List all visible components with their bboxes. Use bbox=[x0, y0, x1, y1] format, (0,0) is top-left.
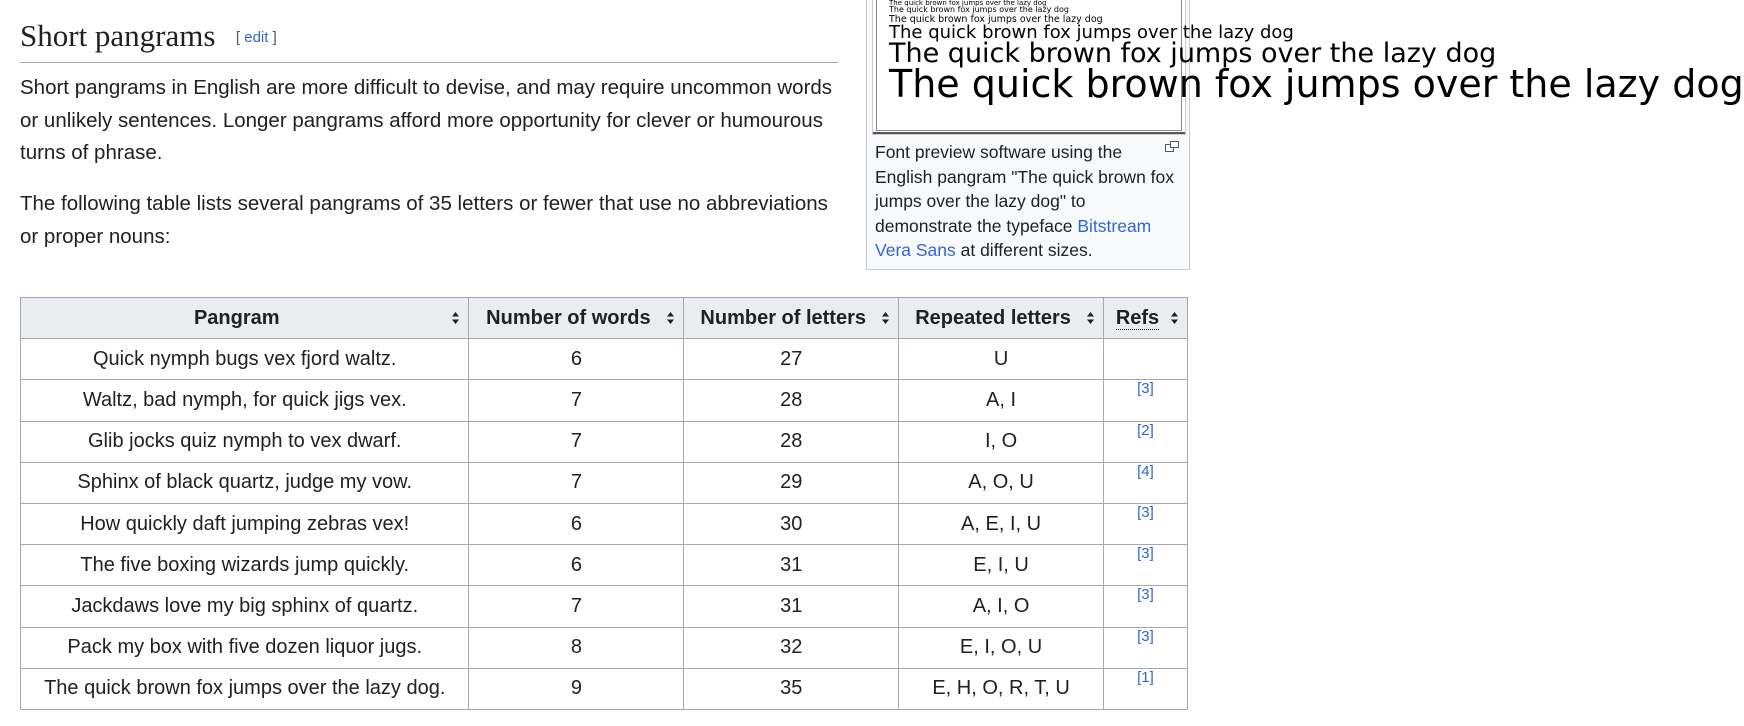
thumbnail-caption bbox=[875, 140, 1179, 263]
cell-letters: 31 bbox=[684, 586, 899, 627]
section-title: Short pangrams bbox=[20, 18, 216, 53]
cell-letters: 27 bbox=[684, 339, 899, 380]
header-number-of-words[interactable] bbox=[469, 298, 684, 339]
caption-text-end: at different sizes. bbox=[955, 240, 1093, 260]
edit-bracket-open: [ bbox=[235, 29, 241, 46]
ref-link[interactable]: [4] bbox=[1137, 462, 1154, 480]
edit-link[interactable]: edit bbox=[244, 29, 269, 46]
pangram-table bbox=[20, 297, 1188, 710]
sort-icon[interactable] bbox=[666, 311, 675, 325]
cell-repeated: E, H, O, R, T, U bbox=[899, 668, 1104, 709]
header-refs[interactable] bbox=[1103, 298, 1187, 339]
section-heading bbox=[20, 14, 838, 63]
cell-letters: 35 bbox=[684, 668, 899, 709]
sort-icon[interactable] bbox=[451, 311, 460, 325]
cell-words: 7 bbox=[469, 380, 684, 421]
header-label: Number of words bbox=[486, 306, 651, 329]
cell-repeated: E, I, U bbox=[899, 545, 1104, 586]
preview-line: The quick brown fox jumps over the lazy dog bbox=[889, 22, 1294, 43]
cell-ref bbox=[1103, 339, 1187, 380]
cell-letters: 29 bbox=[684, 462, 899, 503]
cell-pangram: Sphinx of black quartz, judge my vow. bbox=[21, 462, 469, 503]
cell-repeated: A, E, I, U bbox=[899, 503, 1104, 544]
cell-letters: 32 bbox=[684, 627, 899, 668]
header-repeated-letters[interactable] bbox=[899, 298, 1104, 339]
cell-words: 6 bbox=[469, 503, 684, 544]
cell-words: 7 bbox=[469, 421, 684, 462]
cell-ref bbox=[1103, 627, 1187, 668]
cell-letters: 28 bbox=[684, 380, 899, 421]
cell-pangram: Glib jocks quiz nymph to vex dwarf. bbox=[21, 421, 469, 462]
preview-line: The quick brown fox jumps over the lazy dog bbox=[889, 14, 1103, 25]
cell-pangram: The five boxing wizards jump quickly. bbox=[21, 545, 469, 586]
edit-section bbox=[236, 29, 277, 46]
header-label: Number of letters bbox=[700, 306, 866, 329]
sort-icon[interactable] bbox=[1086, 311, 1095, 325]
cell-ref bbox=[1103, 668, 1187, 709]
cell-ref bbox=[1103, 380, 1187, 421]
cell-pangram: Waltz, bad nymph, for quick jigs vex. bbox=[21, 380, 469, 421]
table-row bbox=[21, 545, 1188, 586]
header-pangram[interactable] bbox=[21, 298, 469, 339]
cell-repeated: E, I, O, U bbox=[899, 627, 1104, 668]
preview-line: The quick brown fox jumps over the lazy dog bbox=[889, 62, 1744, 106]
caption-text: Font preview software using the English pangram "The quick brown fox jumps over the lazy dog" to demonstrate the typeface bbox=[875, 142, 1175, 236]
ref-link[interactable]: [3] bbox=[1137, 586, 1154, 604]
ref-link[interactable]: [3] bbox=[1137, 503, 1154, 521]
table-row bbox=[21, 503, 1188, 544]
cell-words: 7 bbox=[469, 462, 684, 503]
font-preview-image[interactable] bbox=[872, 0, 1744, 135]
table-row bbox=[21, 380, 1188, 421]
cell-ref bbox=[1103, 503, 1187, 544]
thumbnail bbox=[866, 0, 1744, 270]
table-row bbox=[21, 627, 1188, 668]
cell-repeated: I, O bbox=[899, 421, 1104, 462]
cell-repeated: A, I bbox=[899, 380, 1104, 421]
cell-letters: 30 bbox=[684, 503, 899, 544]
cell-ref bbox=[1103, 545, 1187, 586]
ref-link[interactable]: [3] bbox=[1137, 545, 1154, 563]
sort-icon[interactable] bbox=[1170, 311, 1179, 325]
cell-words: 8 bbox=[469, 627, 684, 668]
paragraph-intro: Short pangrams in English are more difficult to devise, and may require uncommon words or unlikely sentences. Longer pangrams afford more opportunity for clever or humourous turns of phrase. bbox=[20, 76, 833, 164]
bitstream-vera-sans-link[interactable]: Bitstream Vera Sans bbox=[875, 215, 1152, 260]
header-label: Refs bbox=[1115, 306, 1160, 329]
header-number-of-letters[interactable] bbox=[684, 298, 899, 339]
cell-ref bbox=[1103, 462, 1187, 503]
header-label: Repeated letters bbox=[915, 306, 1071, 329]
header-label: Pangram bbox=[193, 306, 280, 329]
table-row bbox=[21, 586, 1188, 627]
edit-bracket-close: ] bbox=[272, 29, 277, 46]
cell-pangram: How quickly daft jumping zebras vex! bbox=[21, 503, 469, 544]
cell-words: 9 bbox=[469, 668, 684, 709]
sort-icon[interactable] bbox=[881, 311, 890, 325]
table-row bbox=[21, 462, 1188, 503]
cell-pangram: Quick nymph bugs vex fjord waltz. bbox=[21, 339, 469, 380]
preview-line: The quick brown fox jumps over the lazy dog bbox=[889, 38, 1497, 69]
table-header-row bbox=[21, 298, 1188, 339]
table-row bbox=[21, 668, 1188, 709]
cell-pangram: The quick brown fox jumps over the lazy dog. bbox=[21, 668, 469, 709]
cell-repeated: U bbox=[899, 339, 1104, 380]
cell-letters: 31 bbox=[684, 545, 899, 586]
cell-repeated: A, I, O bbox=[899, 586, 1104, 627]
ref-link[interactable]: [1] bbox=[1137, 668, 1154, 686]
ref-link[interactable]: [3] bbox=[1137, 627, 1154, 645]
ref-link[interactable]: [3] bbox=[1137, 380, 1154, 398]
cell-pangram: Jackdaws love my big sphinx of quartz. bbox=[21, 586, 469, 627]
preview-line: The quick brown fox jumps over the lazy dog bbox=[889, 0, 1047, 7]
paragraph-table-intro: The following table lists several pangrams of 35 letters or fewer that use no abbreviations or proper nouns: bbox=[20, 192, 828, 248]
cell-letters: 28 bbox=[684, 421, 899, 462]
font-preview-frame bbox=[876, 0, 1744, 131]
cell-words: 6 bbox=[469, 339, 684, 380]
cell-repeated: A, O, U bbox=[899, 462, 1104, 503]
table-row bbox=[21, 339, 1188, 380]
table-row bbox=[21, 421, 1188, 462]
cell-pangram: Pack my box with five dozen liquor jugs. bbox=[21, 627, 469, 668]
cell-ref bbox=[1103, 586, 1187, 627]
cell-words: 6 bbox=[469, 545, 684, 586]
preview-line: The quick brown fox jumps over the lazy dog bbox=[889, 5, 1069, 14]
ref-link[interactable]: [2] bbox=[1137, 421, 1154, 439]
cell-words: 7 bbox=[469, 586, 684, 627]
cell-ref bbox=[1103, 421, 1187, 462]
